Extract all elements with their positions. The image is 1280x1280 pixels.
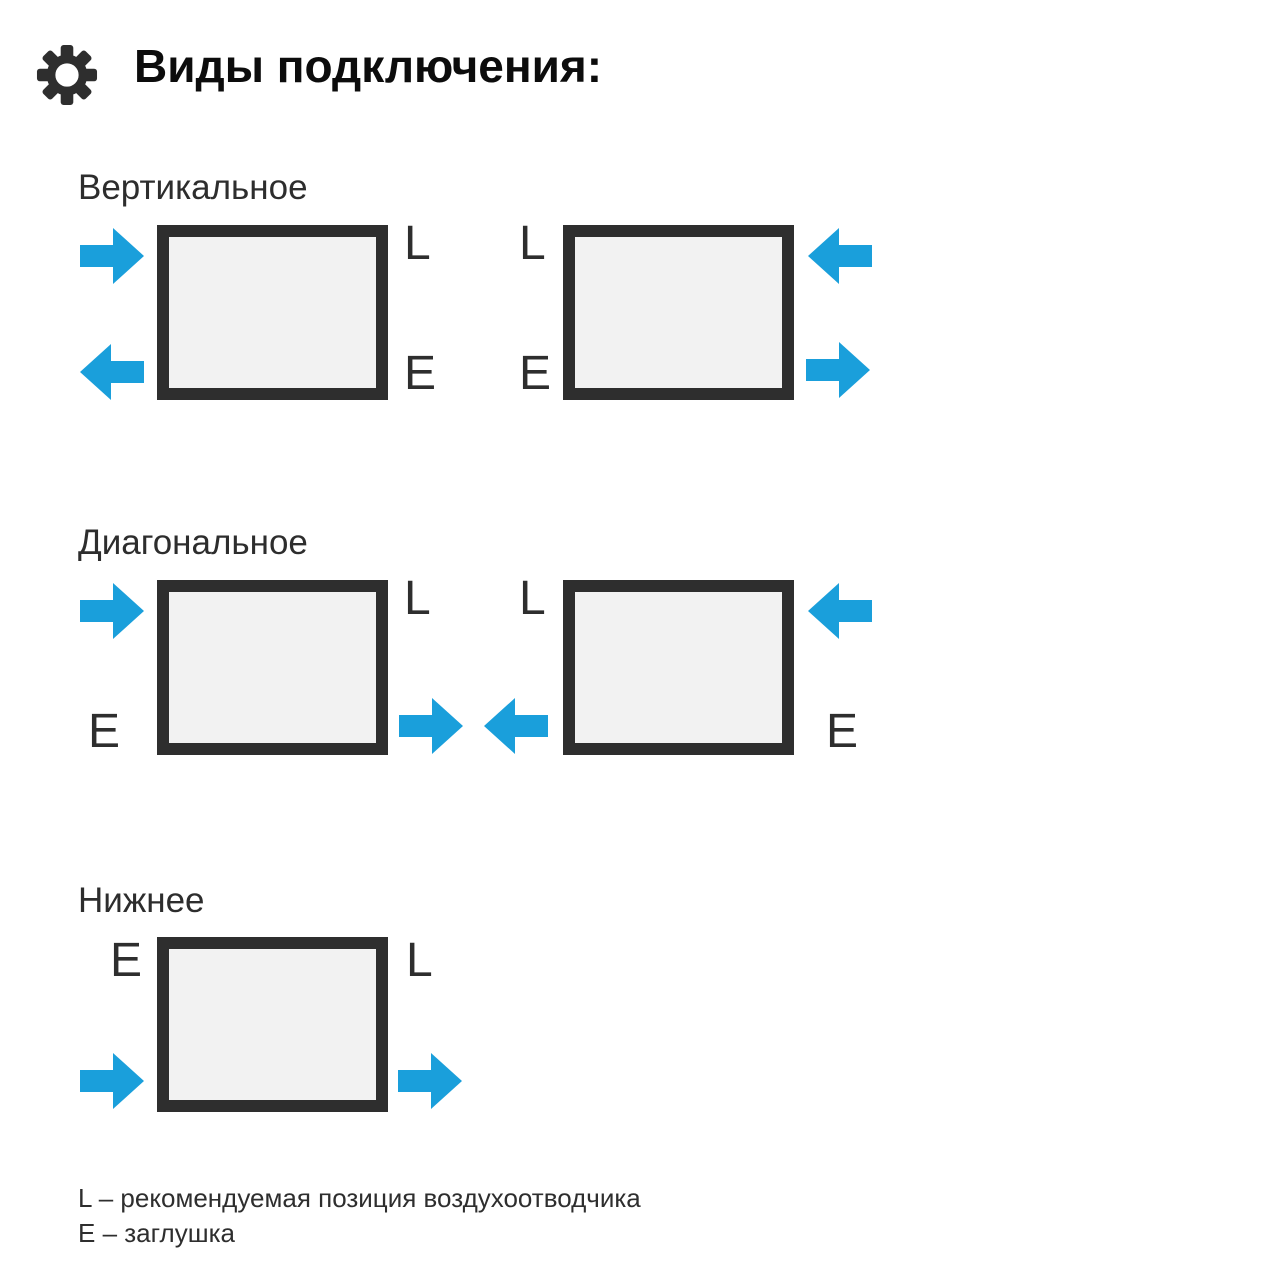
section-title-diagonal: Диагональное <box>78 523 308 562</box>
radiator-box <box>563 225 794 400</box>
section-title-vertical: Вертикальное <box>78 168 308 207</box>
arrow-left-icon <box>808 227 872 285</box>
section-title-bottom: Нижнее <box>78 881 205 920</box>
radiator-box <box>563 580 794 755</box>
legend-line-air-vent: L – рекомендуемая позиция воздухоотводчика <box>78 1183 641 1213</box>
air-vent-label: L <box>404 572 431 625</box>
air-vent-label: L <box>406 934 433 987</box>
radiator-box <box>157 937 388 1112</box>
plug-label: E <box>110 934 143 987</box>
arrow-left-icon <box>80 343 144 401</box>
arrow-right-icon <box>80 1052 144 1110</box>
gear-icon <box>36 44 98 106</box>
radiator-box <box>157 225 388 400</box>
air-vent-label: L <box>519 572 546 625</box>
arrow-right-icon <box>398 1052 462 1110</box>
arrow-left-icon <box>484 697 548 755</box>
plug-label: E <box>88 705 121 758</box>
arrow-right-icon <box>80 582 144 640</box>
air-vent-label: L <box>404 217 431 270</box>
plug-label: E <box>404 347 437 400</box>
air-vent-label: L <box>519 217 546 270</box>
arrow-left-icon <box>808 582 872 640</box>
arrow-right-icon <box>80 227 144 285</box>
arrow-right-icon <box>806 341 870 399</box>
page-title: Виды подключения: <box>134 40 603 92</box>
plug-label: E <box>826 705 859 758</box>
plug-label: E <box>519 347 552 400</box>
radiator-box <box>157 580 388 755</box>
arrow-right-icon <box>399 697 463 755</box>
legend-line-plug: E – заглушка <box>78 1218 235 1248</box>
